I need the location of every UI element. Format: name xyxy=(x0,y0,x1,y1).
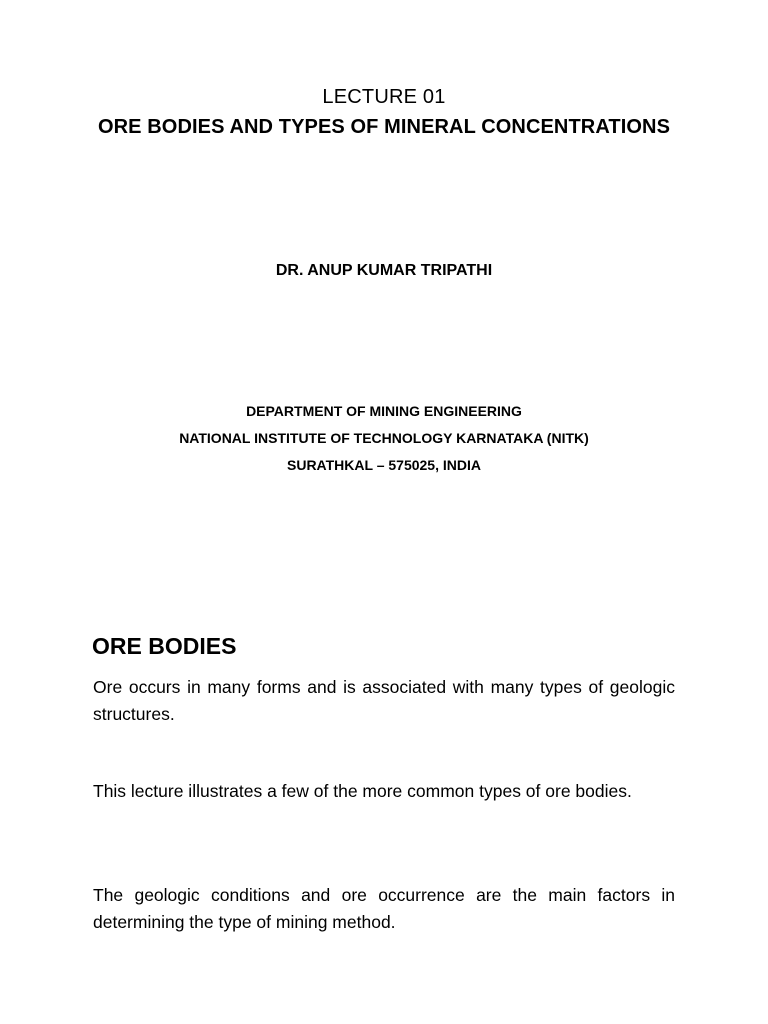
affiliation-block xyxy=(0,398,768,479)
body-paragraph: Ore occurs in many forms and is associated with many types of geologic structures. xyxy=(93,677,675,724)
department-line: DEPARTMENT OF MINING ENGINEERING xyxy=(246,403,522,419)
institute-line: NATIONAL INSTITUTE OF TECHNOLOGY KARNATAKA (NITK) xyxy=(179,430,589,446)
body-paragraph: This lecture illustrates a few of the more common types of ore bodies. xyxy=(93,781,632,801)
lecture-number: LECTURE 01 xyxy=(322,86,446,108)
author-name: DR. ANUP KUMAR TRIPATHI xyxy=(275,262,493,279)
section-heading: ORE BODIES xyxy=(92,633,237,659)
body-paragraph: The geologic conditions and ore occurrence are the main factors in determining the type of mining method. xyxy=(93,885,675,932)
address-line: SURATHKAL – 575025, INDIA xyxy=(287,457,481,473)
title-block xyxy=(0,82,768,142)
lecture-title: ORE BODIES AND TYPES OF MINERAL CONCENTRATIONS xyxy=(97,116,671,138)
